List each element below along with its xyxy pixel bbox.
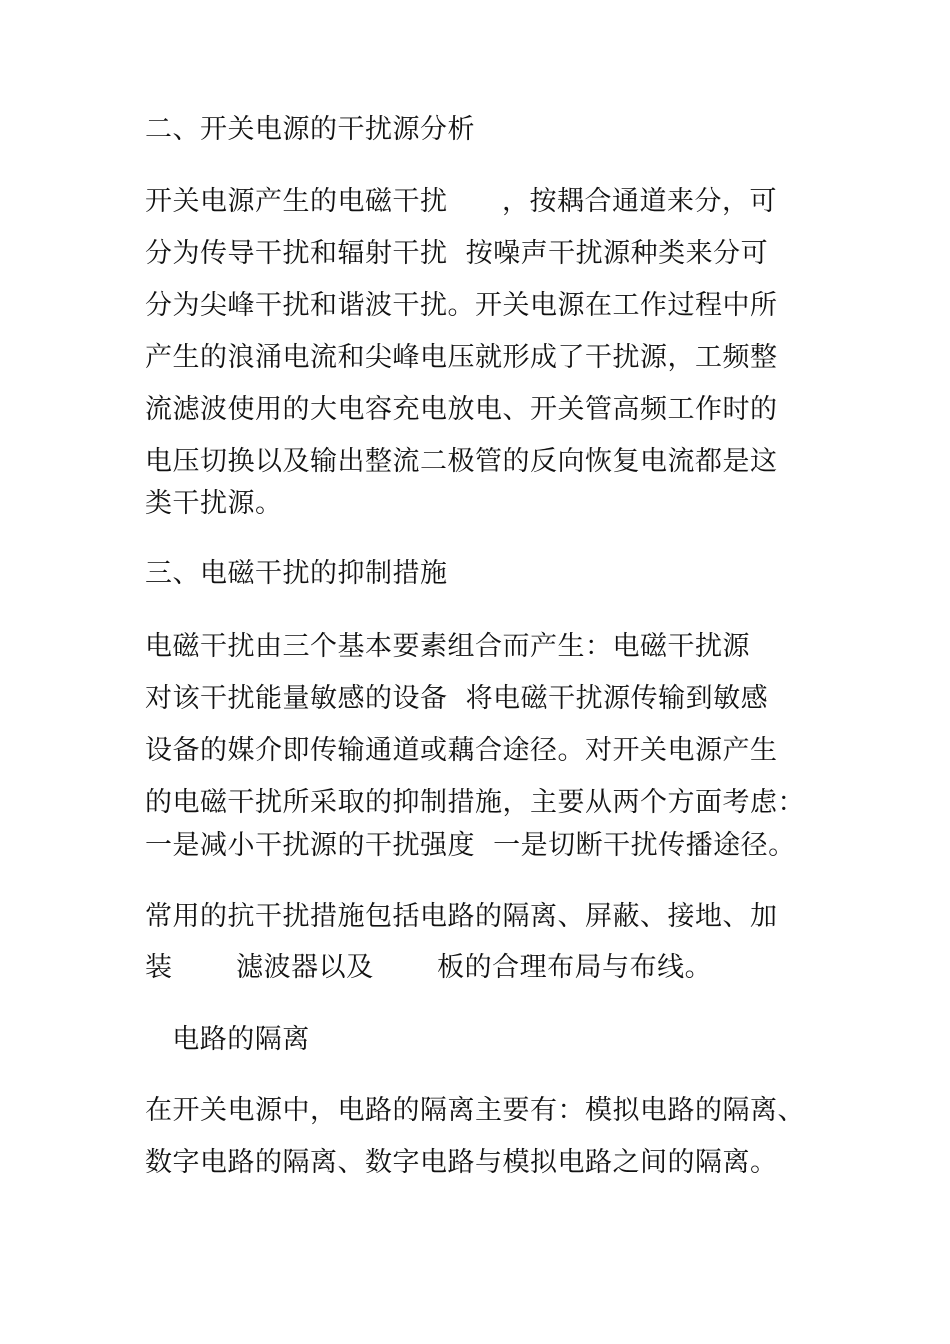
section-2-line-2: 分为传导干扰和辐射干扰 按噪声干扰源种类来分可 xyxy=(145,238,769,269)
section-3-heading: 三、电磁干扰的抑制措施 xyxy=(145,558,448,589)
section-2-line-3: 分为尖峰干扰和谐波干扰。开关电源在工作过程中所 xyxy=(145,290,778,321)
section-3-p3-line-1: 在开关电源中，电路的隔离主要有：模拟电路的隔离、 xyxy=(145,1095,805,1126)
circuit-isolation-subheading: 电路的隔离 xyxy=(145,1024,310,1055)
section-3-p1-line-4: 的电磁干扰所采取的抑制措施，主要从两个方面考虑： xyxy=(145,787,805,818)
section-2-heading: 二、开关电源的干扰源分析 xyxy=(145,114,475,145)
section-2-line-6: 电压切换以及输出整流二极管的反向恢复电流都是这 xyxy=(145,446,778,477)
section-3-p2-line-2: 装 滤波器以及 板的合理布局与布线。 xyxy=(145,952,713,983)
section-2-line-5: 流滤波使用的大电容充电放电、开关管高频工作时的 xyxy=(145,394,778,425)
section-3-p2-line-1: 常用的抗干扰措施包括电路的隔离、屏蔽、接地、加 xyxy=(145,901,778,932)
section-2-line-1: 开关电源产生的电磁干扰 ，按耦合通道来分，可 xyxy=(145,186,777,217)
section-3-p1-line-1: 电磁干扰由三个基本要素组合而产生：电磁干扰源 xyxy=(145,631,750,662)
section-3-p3-line-2: 数字电路的隔离、数字电路与模拟电路之间的隔离。 xyxy=(145,1147,778,1178)
section-3-p1-line-2: 对该干扰能量敏感的设备 将电磁干扰源传输到敏感 xyxy=(145,683,769,714)
section-2-line-7: 类干扰源。 xyxy=(145,488,283,519)
section-3-p1-line-3: 设备的媒介即传输通道或藕合途径。对开关电源产生 xyxy=(145,735,778,766)
section-3-p1-line-5: 一是减小干扰源的干扰强度 一是切断干扰传播途径。 xyxy=(145,830,796,861)
section-2-line-4: 产生的浪涌电流和尖峰电压就形成了干扰源，工频整 xyxy=(145,342,778,373)
